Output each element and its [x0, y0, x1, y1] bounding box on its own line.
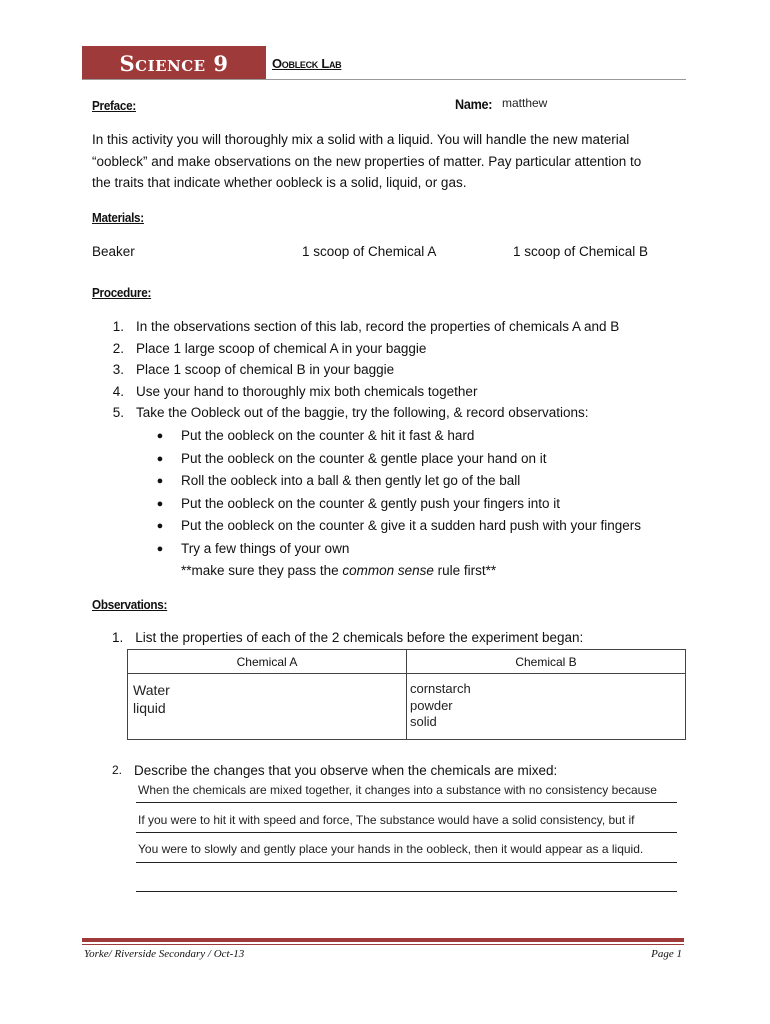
bullet-text: Put the oobleck on the counter & gently push your fingers into it: [181, 495, 560, 511]
answer-line-text: powder: [410, 697, 453, 713]
question-text: Describe the changes that you observe when the chemicals are mixed:: [134, 763, 558, 778]
bullet-dot-icon: ●: [156, 452, 164, 465]
bullet-dot-icon: ●: [156, 430, 164, 442]
chemicals-table: [127, 649, 686, 740]
step-text: Place 1 large scoop of chemical A in your baggie: [136, 340, 427, 356]
bullet-item: [155, 515, 695, 538]
procedure-step: [104, 402, 694, 424]
note-prefix: **make sure they pass the: [181, 563, 343, 578]
bullet-item: [155, 470, 695, 493]
column-header-chemical-a: Chemical A: [128, 650, 407, 674]
answer-line: [136, 862, 677, 863]
safety-note: [181, 560, 695, 583]
footer-left: Yorke/ Riverside Secondary / Oct-13: [84, 948, 245, 960]
step-number: 4.: [112, 383, 124, 399]
procedure-bullets: [155, 425, 695, 583]
footer-rule-thin: [82, 944, 684, 945]
note-emphasis: common sense: [342, 563, 434, 578]
bullet-item: [155, 448, 695, 471]
bullet-text: Try a few things of your own: [181, 540, 350, 556]
preface-line: the traits that indicate whether oobleck is a solid, liquid, or gas.: [92, 175, 467, 190]
page-number: Page 1: [651, 948, 682, 960]
answer-text[interactable]: When the chemicals are mixed together, it changes into a substance with no consistency because: [138, 783, 657, 797]
preface-text: [92, 129, 692, 194]
procedure-label: Procedure:: [92, 285, 152, 300]
answer-line: [136, 832, 677, 833]
answer-text[interactable]: If you were to hit it with speed and force, The substance would have a solid consistency, but if: [138, 813, 635, 827]
answer-line-text: liquid: [133, 700, 166, 716]
name-field[interactable]: matthew: [502, 96, 548, 110]
answer-line: [136, 891, 677, 892]
step-text: Place 1 scoop of chemical B in your baggie: [136, 362, 395, 377]
question-1: [112, 627, 583, 649]
step-number: 1.: [112, 319, 124, 334]
observations-label: Observations:: [92, 597, 168, 612]
step-text: Use your hand to thoroughly mix both chemicals together: [136, 383, 478, 399]
table-header-row: [128, 650, 686, 674]
answer-line: [136, 802, 677, 803]
answer-line-text: solid: [410, 714, 437, 729]
procedure-step: [104, 381, 694, 403]
preface-line: In this activity you will thoroughly mix a solid with a liquid. You will handle the new material: [92, 132, 630, 147]
bullet-item: [155, 538, 695, 561]
answer-line-text: cornstarch: [410, 681, 471, 696]
bullet-dot-icon: ●: [156, 542, 164, 555]
answer-line-text: Water: [133, 682, 170, 698]
bullet-item: [155, 425, 695, 448]
preface-label: Preface:: [92, 98, 137, 113]
chemical-b-answer[interactable]: [407, 674, 686, 740]
bullet-text: Put the oobleck on the counter & hit it fast & hard: [181, 428, 475, 443]
question-number: 2.: [112, 763, 123, 777]
name-label: Name:: [455, 96, 493, 112]
bullet-dot-icon: ●: [156, 520, 164, 532]
material-item: 1 scoop of Chemical B: [513, 244, 649, 259]
procedure-step: [104, 359, 694, 381]
procedure-step: [104, 316, 694, 338]
header-rule: [82, 79, 686, 80]
bullet-dot-icon: ●: [156, 475, 164, 487]
question-2: [112, 760, 557, 782]
procedure-list: [104, 316, 694, 424]
answer-text[interactable]: You were to slowly and gently place your hands in the oobleck, then it would appear as a liquid.: [138, 842, 644, 856]
chemical-a-answer[interactable]: [128, 674, 407, 740]
lab-title: Oobleck Lab: [272, 56, 342, 71]
column-header-chemical-b: Chemical B: [407, 650, 686, 674]
step-text: Take the Oobleck out of the baggie, try the following, & record observations:: [136, 405, 589, 420]
footer-rule: [82, 938, 684, 942]
table-row: [128, 674, 686, 740]
preface-line: “oobleck” and make observations on the new properties of matter. Pay particular attention to: [92, 153, 642, 169]
bullet-text: Put the oobleck on the counter & gentle place your hand on it: [181, 450, 547, 466]
note-suffix: rule first**: [433, 563, 497, 578]
procedure-step: [104, 338, 694, 360]
step-number: 5.: [112, 405, 124, 420]
materials-label: Materials:: [92, 210, 144, 225]
bullet-dot-icon: ●: [156, 497, 164, 510]
step-text: In the observations section of this lab, record the properties of chemicals A and B: [136, 319, 620, 334]
bullet-text: Roll the oobleck into a ball & then gently let go of the ball: [181, 473, 521, 488]
bullet-text: Put the oobleck on the counter & give it a sudden hard push with your fingers: [181, 518, 642, 533]
course-title: Science 9: [119, 50, 229, 76]
question-number: 1.: [112, 630, 124, 645]
material-item: 1 scoop of Chemical A: [302, 244, 437, 259]
material-item: Beaker: [92, 244, 135, 259]
question-text: List the properties of each of the 2 chemicals before the experiment began:: [135, 630, 584, 645]
course-banner: [82, 46, 266, 80]
bullet-item: [155, 493, 695, 516]
step-number: 2.: [112, 340, 124, 356]
step-number: 3.: [112, 362, 124, 377]
